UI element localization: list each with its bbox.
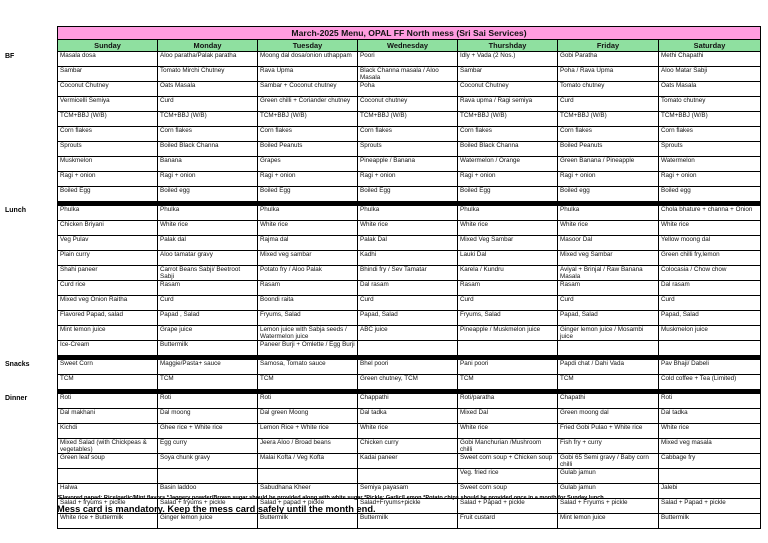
menu-cell: Dal moong [158,409,258,424]
menu-cell: Cabbage fry [659,454,761,469]
menu-cell: Mixed veg masala [659,439,761,454]
menu-cell: White rice [458,221,558,236]
menu-cell: TCM+BBJ (W/B) [158,112,258,127]
menu-cell [58,469,158,484]
menu-cell: TCM+BBJ (W/B) [258,112,358,127]
day-header-thurshday: Thurshday [458,40,558,52]
menu-cell: Pineapple / Muskmelon juice [458,326,558,341]
menu-cell: Curd [558,296,659,311]
menu-cell: Dal makhani [58,409,158,424]
menu-cell: Shahi paneer [58,266,158,281]
menu-cell: Muskmelon juice [659,326,761,341]
menu-cell: Green Banana / Pineapple [558,157,659,172]
menu-cell: Curd [458,296,558,311]
menu-cell: Mint lemon juice [58,326,158,341]
menu-cell: Ginger lemon juice / Mosambi juice [558,326,659,341]
menu-cell: Sprouts [58,142,158,157]
menu-cell [358,469,458,484]
menu-cell: Rasam [458,281,558,296]
menu-cell: Salad + fryums + pickle [58,499,158,514]
bf-row [58,142,761,157]
menu-cell: Gulab jamun [558,469,659,484]
menu-cell: Rasam [158,281,258,296]
menu-cell [358,341,458,356]
menu-cell: Curd [358,296,458,311]
meal-label-dinner: Dinner [5,394,28,402]
day-header-saturday: Saturday [659,40,761,52]
menu-cell: White rice [458,424,558,439]
menu-cell: Kadhi [358,251,458,266]
dinner-row [58,424,761,439]
menu-cell: Moong dal dosa/onion uthappam [258,52,358,67]
menu-cell: Rasam [558,281,659,296]
menu-cell: Ragi + onion [158,172,258,187]
menu-cell: Green chilli + Coriander chutney [258,97,358,112]
bf-row [58,67,761,82]
menu-cell: TCM [558,375,659,390]
menu-cell: TCM+BBJ (W/B) [558,112,659,127]
dinner-row [58,439,761,454]
menu-cell: Chapathi [558,394,659,409]
menu-cell: Ragi + onion [58,172,158,187]
menu-cell: Curd [158,296,258,311]
menu-cell: Lemon juice with Sabja seeds / Watermelon juice [258,326,358,341]
menu-cell: White rice [558,221,659,236]
days-header-row [58,40,761,52]
menu-cell: Bhindi fry / Sev Tamatar [358,266,458,281]
menu-cell: Boiled egg [558,187,659,202]
menu-cell: Sambar [58,67,158,82]
menu-cell: Watermelon [659,157,761,172]
menu-cell: Cold coffee + Tea (Limited) [659,375,761,390]
menu-cell: TCM [158,375,258,390]
menu-cell: Halwa [58,484,158,499]
menu-cell: Buttermilk [358,514,458,529]
menu-cell: Carrot Beans Sabji/ Beetroot Sabji [158,266,258,281]
menu-cell: Green moong dal [558,409,659,424]
menu-cell: Roti [158,394,258,409]
menu-cell: Sweet corn soup + Chicken soup [458,454,558,469]
lunch-row [58,236,761,251]
menu-cell: Boiled Egg [458,187,558,202]
menu-cell: Poori [358,52,458,67]
menu-cell: Pineapple / Banana [358,157,458,172]
menu-title: March-2025 Menu, OPAL FF North mess (Sri Sai Services) [58,27,761,40]
menu-cell: Masala dosa [58,52,158,67]
menu-cell: Kadai paneer [358,454,458,469]
menu-cell: Gobi Manchurian /Mushroom chilli [458,439,558,454]
menu-cell: Aloo paratha/Palak paratha [158,52,258,67]
menu-cell: Mixed veg sambar [258,251,358,266]
menu-cell: Corn flakes [58,127,158,142]
menu-cell: White rice + Buttermilk [58,514,158,529]
menu-cell: Watermelon / Orange [458,157,558,172]
menu-cell: Chappathi [358,394,458,409]
menu-cell: Malai Kofta / Veg Kofta [258,454,358,469]
menu-cell: Green chutney, TCM [358,375,458,390]
snacks-row [58,360,761,375]
bf-row [58,52,761,67]
menu-cell: Aloo Matar Sabji [659,67,761,82]
menu-cell [158,469,258,484]
menu-cell: Fryums, Salad [258,311,358,326]
menu-cell: Rava upma / Ragi semiya [458,97,558,112]
menu-cell: White rice [659,221,761,236]
menu-cell: Sweet corn soup [458,484,558,499]
menu-cell: Dal rasam [659,281,761,296]
menu-cell: White rice [158,221,258,236]
menu-cell: Tomato chutney [558,82,659,97]
menu-cell: Coconut chutney [358,97,458,112]
lunch-row [58,221,761,236]
menu-cell: Sprouts [659,142,761,157]
menu-cell: Karela / Kundru [458,266,558,281]
menu-cell: Buttermilk [258,514,358,529]
menu-cell: Boiled Egg [358,187,458,202]
menu-cell: Vermicelli Semiya [58,97,158,112]
menu-cell: TCM+BBJ (W/B) [659,112,761,127]
menu-cell: Sambar + Coconut chutney [258,82,358,97]
menu-cell: Lauki Dal [458,251,558,266]
menu-cell: Roti [659,394,761,409]
menu-cell: Buttermilk [659,514,761,529]
menu-cell: Fryums, Salad [458,311,558,326]
menu-cell: Roti/paratha [458,394,558,409]
menu-cell: Poha [358,82,458,97]
menu-cell: Tomato Mirchi Chutney [158,67,258,82]
menu-cell: Papad , Salad [158,311,258,326]
menu-cell: Papad, Salad [659,311,761,326]
menu-cell: Methi Chapathi [659,52,761,67]
dinner-row [58,409,761,424]
menu-cell: Pani poori [458,360,558,375]
menu-cell: Boiled egg [158,187,258,202]
menu-cell: ABC juice [358,326,458,341]
menu-cell: Phulka [258,206,358,221]
menu-cell: Sambar [458,67,558,82]
menu-cell: Oats Masala [659,82,761,97]
menu-cell: Basin laddoo [158,484,258,499]
menu-cell: Corn flakes [158,127,258,142]
menu-cell: Boondi raita [258,296,358,311]
menu-cell: White rice [358,424,458,439]
menu-cell: Coconut Chutney [58,82,158,97]
menu-cell: Salad + Papad + pickle [659,499,761,514]
menu-cell: Gulab jamun [558,484,659,499]
menu-cell: Pav Bhaji/ Dabeli [659,360,761,375]
lunch-row [58,266,761,281]
menu-cell: Boiled Peanuts [558,142,659,157]
menu-cell: Green leaf soup [58,454,158,469]
menu-cell: Papad, Salad [558,311,659,326]
menu-cell: Fruit custard [458,514,558,529]
menu-cell: Grape juice [158,326,258,341]
menu-cell: Aloo tamatar gravy [158,251,258,266]
menu-cell: Ice-Cream [58,341,158,356]
day-header-sunday: Sunday [58,40,158,52]
menu-cell: Mixed Dal [458,409,558,424]
menu-cell: TCM [258,375,358,390]
menu-cell: Rasam [258,281,358,296]
menu-cell: Veg Pulav [58,236,158,251]
bf-row [58,187,761,202]
menu-cell: Sabudhana Kheer [258,484,358,499]
bf-row [58,127,761,142]
menu-cell: TCM [458,375,558,390]
menu-cell: Kichdi [58,424,158,439]
menu-cell: Mixed Salad (with Chickpeas & vegetables) [58,439,158,454]
mess-card-notice: Mess card is mandatory. Keep the mess card safely until the month end. [57,504,376,514]
menu-cell: Grapes [258,157,358,172]
menu-cell: Banana [158,157,258,172]
menu-cell: Maggie/Pasta+ sauce [158,360,258,375]
menu-cell: Paneer Burji + Omlette / Egg Burji [258,341,358,356]
menu-cell: Dal green Moong [258,409,358,424]
menu-cell [558,341,659,356]
bf-row [58,97,761,112]
meal-label-bf: BF [5,52,15,60]
day-header-wednesday: Wednesday [358,40,458,52]
menu-cell: Boiled Peanuts [258,142,358,157]
menu-cell: Palak Dal [358,236,458,251]
menu-cell: Salad+Fryums+pickle [358,499,458,514]
menu-cell: Green chilli fry,lemon [659,251,761,266]
menu-cell: Sweet Corn [58,360,158,375]
menu-cell: Boiled Black Channa [458,142,558,157]
menu-cell: Semiya payasam [358,484,458,499]
menu-cell: Colocasia / Chow chow [659,266,761,281]
menu-cell: Jalebi [659,484,761,499]
menu-cell: Ragi + onion [458,172,558,187]
menu-cell: Roti [58,394,158,409]
menu-cell: TCM+BBJ (W/B) [458,112,558,127]
dinner-row [58,469,761,484]
menu-cell: Rava Upma [258,67,358,82]
menu-cell: Phulka [158,206,258,221]
menu-cell: Salad + fryums + pickle [158,499,258,514]
menu-sheet [57,26,760,529]
lunch-row [58,206,761,221]
menu-cell: Corn flakes [659,127,761,142]
lunch-row [58,281,761,296]
bf-row [58,172,761,187]
menu-cell: Papad, Salad [358,311,458,326]
menu-cell: Coconut Chutney [458,82,558,97]
menu-cell: Dal tadka [659,409,761,424]
menu-cell: Gobi Paratha [558,52,659,67]
dinner-row [58,454,761,469]
menu-cell: Salad + Fryums + pickle [558,499,659,514]
menu-cell: Chicken curry [358,439,458,454]
menu-cell: Fried Gobi Pulao + White rice [558,424,659,439]
meal-label-snacks: Snacks [5,360,30,368]
menu-cell: Corn flakes [258,127,358,142]
menu-cell: Corn flakes [458,127,558,142]
menu-cell: White rice [358,221,458,236]
menu-cell: Bhel poori [358,360,458,375]
menu-cell: Dal tadka [358,409,458,424]
menu-cell: Curd [659,296,761,311]
menu-cell: Boiled Egg [58,187,158,202]
menu-cell [458,341,558,356]
menu-cell: Ghee rice + White rice [158,424,258,439]
menu-cell: Veg. fried rice [458,469,558,484]
day-header-monday: Monday [158,40,258,52]
lunch-row [58,311,761,326]
menu-cell: TCM [58,375,158,390]
menu-cell [258,469,358,484]
snacks-row [58,375,761,390]
lunch-row [58,326,761,341]
menu-cell: Yellow moong dal [659,236,761,251]
menu-cell: Mixed Veg Sambar [458,236,558,251]
menu-cell: Muskmelon [58,157,158,172]
menu-cell: Papdi chat / Dahi Vada [558,360,659,375]
menu-cell: Mixed veg Onion Raitha [58,296,158,311]
menu-cell: Black Channa masala / Aloo Masala [358,67,458,82]
menu-cell: White rice [258,221,358,236]
menu-cell: Ragi + onion [358,172,458,187]
menu-cell: Roti [258,394,358,409]
menu-cell: Soya chunk gravy [158,454,258,469]
menu-cell: Rajma dal [258,236,358,251]
menu-cell: Potato fry / Aloo Palak [258,266,358,281]
menu-cell: Flavored Papad, salad [58,311,158,326]
menu-cell: Chola bhature + channa + Onion [659,206,761,221]
menu-cell: Phulka [458,206,558,221]
menu-cell: Boiled egg [659,187,761,202]
menu-cell: Sprouts [358,142,458,157]
menu-cell: Samosa, Tomato sauce [258,360,358,375]
menu-cell: Lemon Rice + White rice [258,424,358,439]
menu-cell: Ragi + onion [258,172,358,187]
bf-row [58,82,761,97]
dinner-row [58,394,761,409]
menu-cell: Salad + papad + pickle [258,499,358,514]
bf-row [58,112,761,127]
menu-cell: Corn flakes [558,127,659,142]
menu-cell: Phulka [358,206,458,221]
menu-cell: Fish fry + curry [558,439,659,454]
menu-cell: Boiled Black Channa [158,142,258,157]
menu-cell: Palak dal [158,236,258,251]
lunch-row [58,251,761,266]
menu-cell: Corn flakes [358,127,458,142]
footnote: *Flavored papad: Rice/garlic/Mint flavors *Jaggery powder/Brown sugar should be provided along with white sugar *Pickle: Garlic/Lemon *Potato chips should be provided once in a month for Sunday lunch [57,495,604,501]
bf-row [58,157,761,172]
menu-cell: Buttermilk [158,341,258,356]
menu-cell: Phulka [558,206,659,221]
menu-cell: Mixed veg Sambar [558,251,659,266]
day-header-friday: Friday [558,40,659,52]
menu-cell: Aviyal + Brinjal / Raw Banana Masala [558,266,659,281]
menu-cell: Tomato chutney [659,97,761,112]
menu-cell: Plain curry [58,251,158,266]
menu-cell: Egg curry [158,439,258,454]
lunch-row [58,341,761,356]
menu-cell: Salad + Papad + pickle [458,499,558,514]
menu-cell: Mint lemon juice [558,514,659,529]
menu-cell: Oats Masala [158,82,258,97]
menu-cell: Gobi 65 Semi gravy / Baby corn chilli [558,454,659,469]
menu-table [57,26,761,529]
meal-label-lunch: Lunch [5,206,26,214]
menu-cell: Ragi + onion [659,172,761,187]
menu-cell [659,469,761,484]
lunch-row [58,296,761,311]
menu-cell: Curd rice [58,281,158,296]
menu-cell: Phulka [58,206,158,221]
menu-cell: Ginger lemon juice [158,514,258,529]
menu-cell: Dal rasam [358,281,458,296]
menu-cell: Ragi + onion [558,172,659,187]
menu-cell: Chicken Briyani [58,221,158,236]
day-header-tuesday: Tuesday [258,40,358,52]
menu-cell: TCM+BBJ (W/B) [358,112,458,127]
dinner-row [58,514,761,529]
menu-cell: Curd [558,97,659,112]
menu-cell: Curd [158,97,258,112]
menu-cell [659,341,761,356]
menu-cell: Poha / Rava Upma [558,67,659,82]
menu-cell: Idly + Vada (2 Nos.) [458,52,558,67]
menu-cell: White rice [659,424,761,439]
menu-cell: Masoor Dal [558,236,659,251]
menu-cell: Jeera Aloo / Broad beans [258,439,358,454]
menu-cell: TCM+BBJ (W/B) [58,112,158,127]
menu-cell: Boiled Egg [258,187,358,202]
